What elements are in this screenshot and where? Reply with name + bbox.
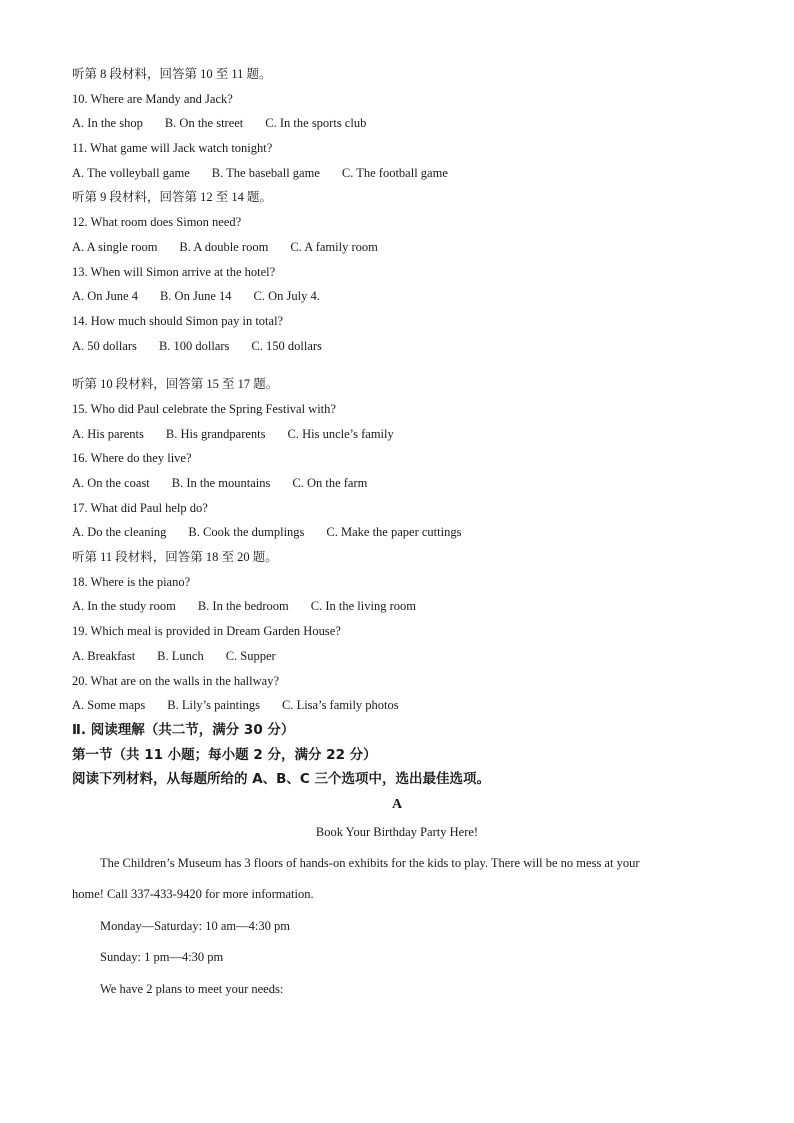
options-12 [72,235,722,260]
option-b: B. A double room [179,239,269,254]
option-c: C. 150 dollars [251,338,322,353]
question-17: 17. What did Paul help do? [72,500,208,515]
question-16: 16. Where do they live? [72,451,192,466]
option-c: C. Make the paper cuttings [326,525,462,540]
option-a: A. Breakfast [72,648,136,663]
question-15: 15. Who did Paul celebrate the Spring Festival with? [72,401,336,416]
options-10 [72,111,722,136]
option-c: C. His uncle’s family [287,426,394,441]
section-header: 听第 10 段材料，回答第 15 至 17 题。 [72,377,279,392]
option-b: B. Lunch [157,648,204,663]
reading-section-title: Ⅱ. 阅读理解（共二节，满分 30 分） [72,721,295,738]
option-c: C. Lisa’s family photos [281,698,399,713]
section-header: 听第 11 段材料，回答第 18 至 20 题。 [72,550,278,565]
option-b: B. On the street [164,116,244,131]
option-b: B. The baseball game [211,165,320,180]
options-18 [72,594,722,619]
option-a: A. 50 dollars [72,338,137,353]
reading-part-title: 第一节（共 11 小题；每小题 2 分，满分 22 分） [72,746,377,763]
option-c: C. The football game [341,165,448,180]
option-a: A. The volleyball game [72,165,190,180]
option-b: B. Lily’s paintings [167,698,260,713]
option-b: B. On June 14 [159,289,232,304]
options-16 [72,471,722,496]
option-c: C. In the sports club [265,116,367,131]
option-c: C. On the farm [292,476,368,490]
option-a: A. In the study room [72,599,176,614]
option-c: C. In the living room [310,599,416,614]
option-c: C. A family room [290,239,378,254]
opening-hours-weekday: Monday—Saturday: 10 am—4:30 pm [100,918,290,933]
option-a: A. In the shop [72,116,143,131]
opening-hours-sunday: Sunday: 1 pm—4:30 pm [100,950,224,965]
option-b: B. Cook the dumplings [188,525,305,540]
passage-title: Book Your Birthday Party Here! [315,824,479,839]
option-a: A. Do the cleaning [72,525,167,540]
passage-paragraph-line: home! Call 337-433-9420 for more information. [72,887,314,902]
option-a: A. A single room [72,239,158,254]
options-17 [72,520,722,545]
question-12: 12. What room does Simon need? [72,215,242,230]
question-13: 13. When will Simon arrive at the hotel? [72,264,276,279]
plans-intro: We have 2 plans to meet your needs: [100,981,284,996]
question-10: 10. Where are Mandy and Jack? [72,91,233,106]
option-b: B. In the mountains [171,476,271,490]
question-11: 11. What game will Jack watch tonight? [72,141,273,156]
option-b: B. His grandparents [165,426,266,441]
option-b: B. In the bedroom [197,599,289,614]
option-b: B. 100 dollars [158,338,230,353]
option-a: A. His parents [72,426,144,441]
options-11 [72,161,722,186]
section-header: 听第 8 段材料，回答第 10 至 11 题。 [72,67,272,81]
exam-page [72,62,722,1005]
spacer [72,358,722,372]
reading-instructions: 阅读下列材料，从每题所给的 A、B、C 三个选项中，选出最佳选项。 [72,771,491,788]
options-20 [72,693,722,718]
option-a: A. On June 4 [72,289,138,304]
question-18: 18. Where is the piano? [72,574,191,589]
question-20: 20. What are on the walls in the hallway? [72,673,279,688]
section-header: 听第 9 段材料，回答第 12 至 14 题。 [72,190,273,205]
option-c: C. On July 4. [253,289,320,304]
question-14: 14. How much should Simon pay in total? [72,313,284,328]
passage-paragraph-line: The Children’s Museum has 3 floors of hands-on exhibits for the kids to play. There will be no mess at your [100,855,640,870]
options-14 [72,334,722,359]
options-19 [72,644,722,669]
option-c: C. Supper [225,648,276,663]
options-15 [72,422,722,447]
options-13 [72,284,722,309]
passage-letter: A [391,796,403,812]
question-19: 19. Which meal is provided in Dream Garden House? [72,624,341,639]
option-a: A. Some maps [72,698,146,713]
option-a: A. On the coast [72,476,150,490]
